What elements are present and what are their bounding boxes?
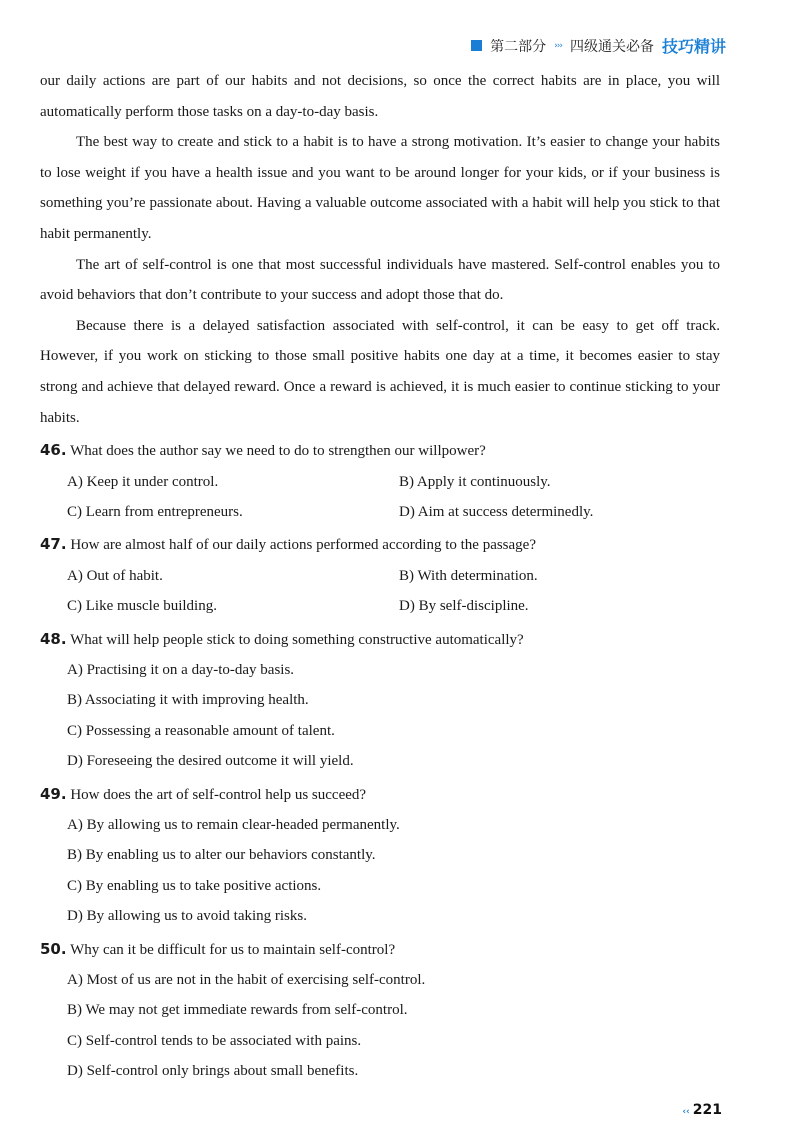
option-b: B) Associating it with improving health. — [67, 692, 309, 709]
options — [40, 561, 720, 622]
question-text: Why can it be difficult for us to maintain self-control? — [70, 941, 396, 958]
option-d: D) Self-control only brings about small benefits. — [67, 1063, 359, 1080]
question-text: What does the author say we need to do to strengthen our willpower? — [70, 443, 486, 460]
options — [40, 965, 720, 1087]
option-b: B) We may not get immediate rewards from self-control. — [67, 1002, 408, 1019]
option-c: C) Like muscle building. — [67, 598, 217, 615]
question-46 — [40, 435, 720, 527]
option-a: A) Out of habit. — [67, 567, 163, 584]
question-49 — [40, 779, 720, 932]
header-accent-title: 技巧精讲 — [661, 37, 726, 56]
passage-paragraph: our daily actions are part of our habits and not decisions, so once the correct habits are in place, you will automatically perform those tasks on a day-to-day basis. — [40, 73, 720, 120]
square-bullet-icon — [471, 40, 482, 51]
option-c: C) By enabling us to take positive actions. — [67, 877, 322, 894]
options — [40, 467, 720, 528]
page-number — [682, 1102, 722, 1118]
options — [40, 810, 720, 932]
page-content — [40, 66, 720, 1087]
option-c: C) Self-control tends to be associated with pains. — [67, 1032, 362, 1049]
option-d: D) Aim at success determinedly. — [399, 503, 594, 520]
question-47 — [40, 529, 720, 621]
page-number-value: 221 — [692, 1102, 722, 1118]
page-header — [471, 34, 726, 57]
passage-paragraph: Because there is a delayed satisfaction associated with self-control, it can be easy to get off track. However, if you work on sticking to those small positive habits one day at a time, it becomes easier to stay strong and achieve that delayed reward. Once a reward is achieved, it is much easier to continue sticking to your habits. — [40, 317, 720, 426]
option-d: D) By self-discipline. — [399, 598, 529, 615]
option-a: A) Most of us are not in the habit of exercising self-control. — [67, 972, 426, 989]
question-text: How are almost half of our daily actions performed according to the passage? — [70, 537, 536, 554]
triple-chevron-icon: ››› — [554, 40, 562, 51]
option-d: D) By allowing us to avoid taking risks. — [67, 908, 307, 925]
option-c: C) Possessing a reasonable amount of talent. — [67, 722, 335, 739]
question-48 — [40, 624, 720, 777]
option-c: C) Learn from entrepreneurs. — [67, 503, 243, 520]
option-b: B) By enabling us to alter our behaviors constantly. — [67, 847, 376, 864]
question-number: 48. — [40, 629, 67, 648]
question-text: How does the art of self-control help us succeed? — [70, 786, 367, 803]
option-b: B) Apply it continuously. — [399, 473, 551, 490]
header-section: 四级通关必备 — [569, 38, 654, 55]
option-a: A) Practising it on a day-to-day basis. — [67, 661, 295, 678]
double-chevron-icon: ‹‹ — [682, 1107, 690, 1117]
option-a: A) Keep it under control. — [67, 473, 219, 490]
question-number: 50. — [40, 939, 67, 958]
passage-paragraph: The best way to create and stick to a habit is to have a strong motivation. It’s easier to change your habits to lose weight if you have a health issue and you want to be around longer for your kids, or if your business is something you’re passionate about. Having a valuable outcome associated with a habit will help you stick to that habit permanently. — [40, 134, 720, 242]
question-50 — [40, 934, 720, 1087]
question-number: 49. — [40, 784, 67, 803]
option-b: B) With determination. — [399, 567, 538, 584]
question-number: 47. — [40, 535, 67, 554]
option-a: A) By allowing us to remain clear-headed permanently. — [67, 817, 400, 833]
options — [40, 655, 720, 777]
question-number: 46. — [40, 441, 67, 460]
header-part: 第二部分 — [490, 38, 547, 55]
question-text: What will help people stick to doing something constructive automatically? — [70, 631, 524, 648]
passage-paragraph: The art of self-control is one that most successful individuals have mastered. Self-control enables you to avoid behaviors that don’t contribute to your success and adopt those that do. — [40, 256, 720, 304]
option-d: D) Foreseeing the desired outcome it will yield. — [67, 753, 354, 770]
